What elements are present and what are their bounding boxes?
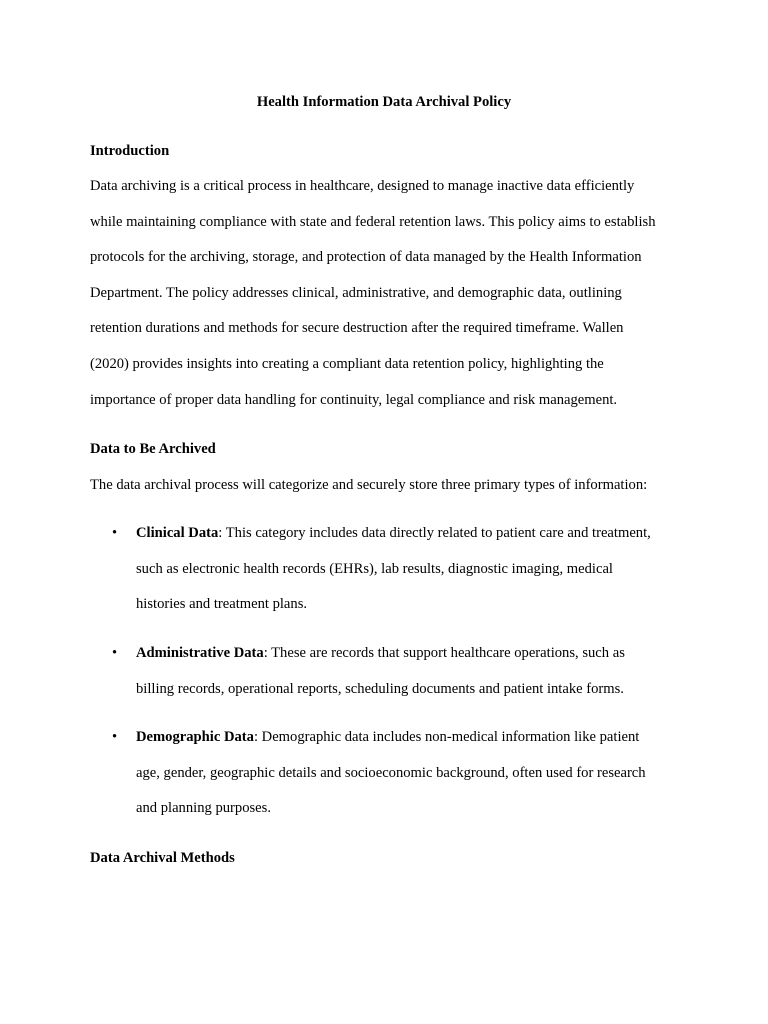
list-item-first-line — [136, 524, 696, 560]
paragraph-line: Data archiving is a critical process in healthcare, designed to manage inactive data efficiently — [90, 178, 635, 194]
paragraph-line: importance of proper data handling for continuity, legal compliance and risk management. — [90, 391, 618, 408]
list-item-line: such as electronic health records (EHRs), lab results, diagnostic imaging, medical — [136, 560, 613, 577]
bullet-icon: • — [112, 525, 118, 541]
list-item-term: Administrative Data — [136, 645, 264, 661]
paragraph-line: The data archival process will categorize and securely store three primary types of information: — [90, 477, 648, 493]
list-item-term: Demographic Data — [136, 729, 254, 745]
paragraph-line: while maintaining compliance with state and federal retention laws. This policy aims to establish — [90, 213, 656, 230]
list-item-line: histories and treatment plans. — [136, 596, 308, 613]
bullet-icon: • — [112, 729, 118, 745]
list-item-body — [136, 644, 696, 715]
list-item-first-line — [136, 644, 696, 680]
heading-introduction: Introduction — [90, 143, 170, 159]
list-item-line: billing records, operational reports, scheduling documents and patient intake forms. — [136, 680, 624, 697]
list-item-term: Clinical Data — [136, 525, 219, 541]
list-item-text: : Demographic data includes non-medical information like patient — [253, 729, 640, 745]
introduction-paragraph — [90, 177, 690, 426]
paragraph-line: retention durations and methods for secure destruction after the required timeframe. Wallen — [90, 320, 624, 337]
list-item-body — [136, 728, 696, 835]
archived-intro-paragraph — [90, 476, 690, 512]
list-item-text: : These are records that support healthcare operations, such as — [263, 645, 625, 661]
heading-data-to-be-archived: Data to Be Archived — [90, 441, 216, 457]
list-item-body — [136, 524, 696, 631]
paragraph-line: protocols for the archiving, storage, and protection of data managed by the Health Information — [90, 249, 642, 266]
heading-data-archival-methods: Data Archival Methods — [90, 850, 235, 866]
paragraph-line: Department. The policy addresses clinical, administrative, and demographic data, outlining — [90, 284, 622, 301]
document-title: Health Information Data Archival Policy — [256, 94, 512, 110]
paragraph-line: (2020) provides insights into creating a compliant data retention policy, highlighting the — [90, 355, 604, 372]
list-item-text: : This category includes data directly related to patient care and treatment, — [218, 525, 651, 541]
list-item-first-line — [136, 728, 696, 764]
list-item-line: and planning purposes. — [136, 800, 271, 817]
bullet-icon: • — [112, 645, 118, 661]
list-item-line: age, gender, geographic details and socioeconomic background, often used for research — [136, 764, 646, 781]
